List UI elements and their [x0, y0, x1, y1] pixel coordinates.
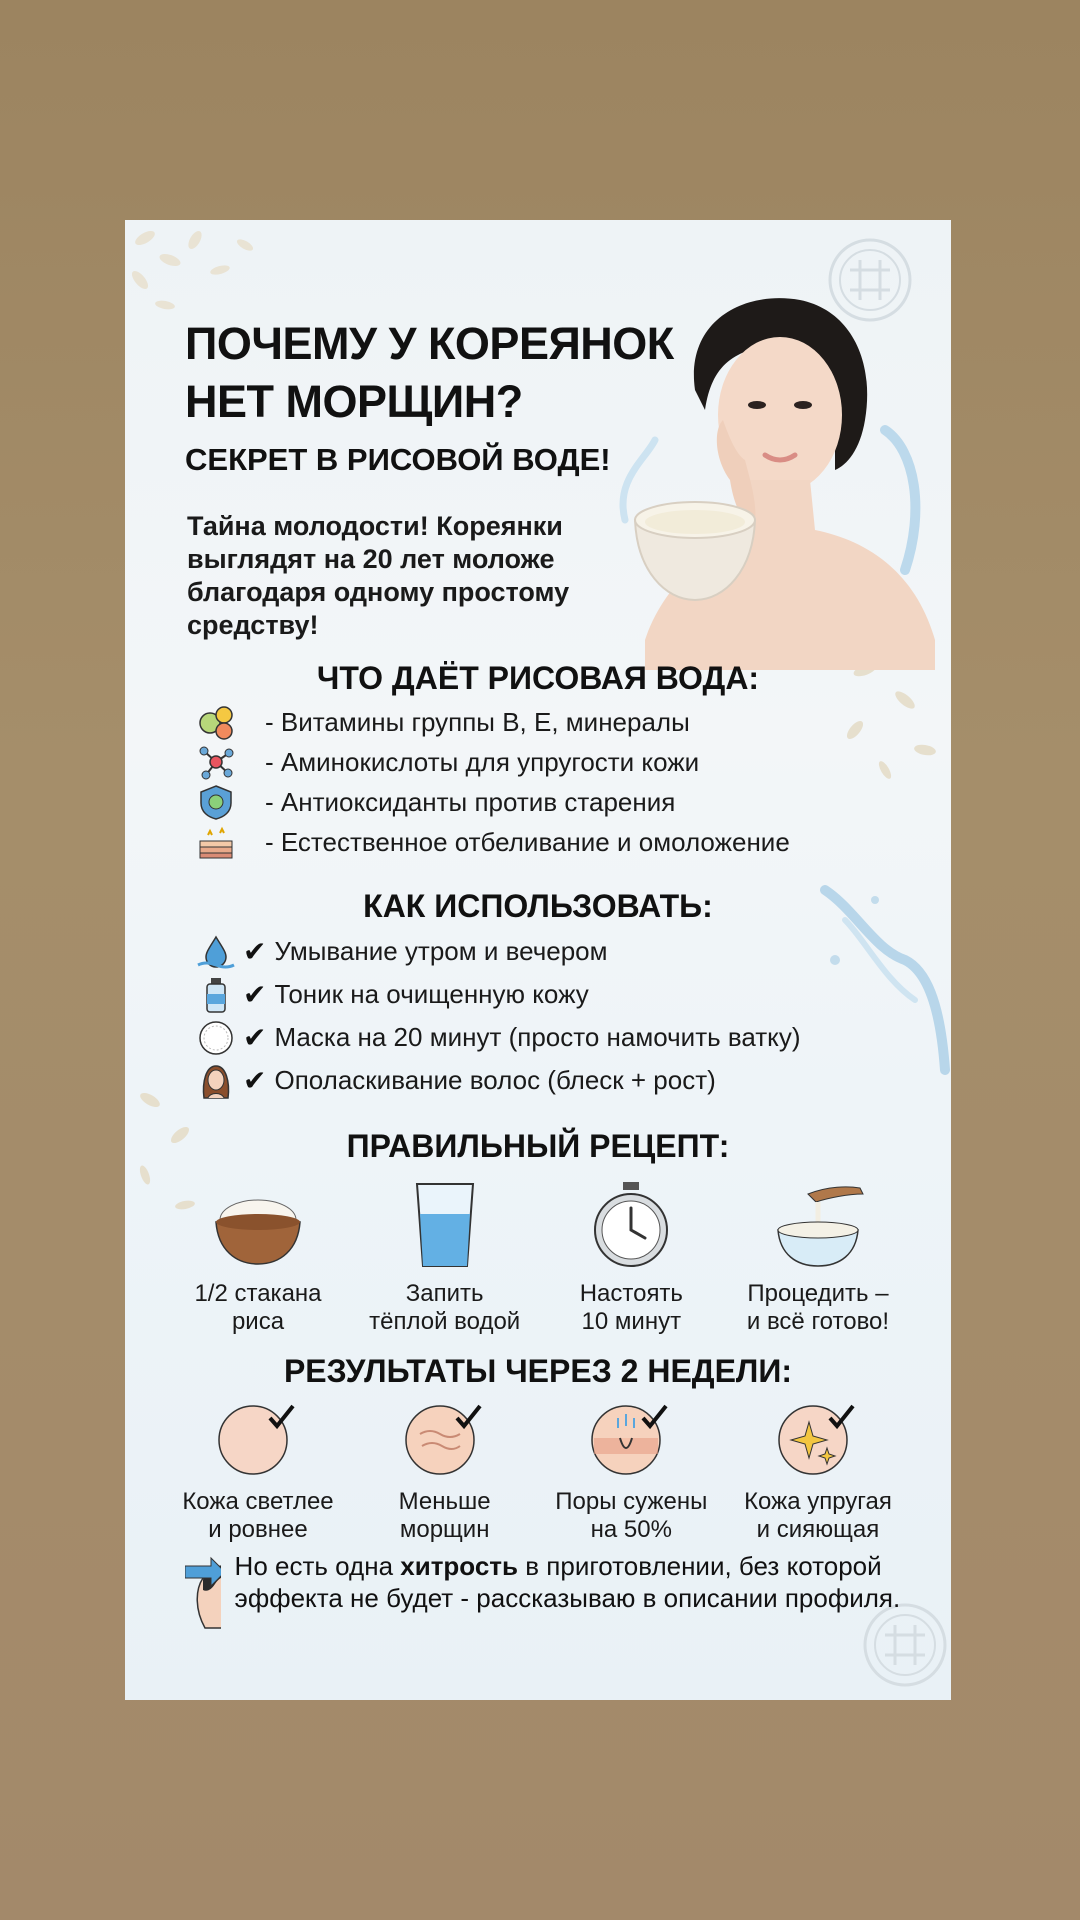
usage-text: Тоник на очищенную кожу	[274, 979, 589, 1009]
results-heading: РЕЗУЛЬТАТЫ ЧЕРЕЗ 2 НЕДЕЛИ:	[283, 1353, 793, 1389]
result-item	[165, 1398, 351, 1544]
recipe-step	[165, 1180, 351, 1336]
headline-line-2: НЕТ МОРЩИН?	[185, 376, 523, 427]
benefit-text: - Антиоксиданты против старения	[265, 786, 676, 817]
sparkle-skin-icon	[775, 1398, 861, 1478]
results-list	[165, 1398, 911, 1544]
benefit-text: - Витамины группы B, E, минералы	[265, 706, 690, 737]
pores-icon	[588, 1398, 674, 1478]
result-item	[538, 1398, 724, 1544]
headline	[185, 315, 745, 431]
list-item	[193, 702, 790, 742]
water-glass-icon	[395, 1180, 495, 1270]
list-item	[193, 782, 790, 822]
usage-text: Ополаскивание волос (блеск + рост)	[274, 1065, 716, 1095]
brighter-skin-icon	[215, 1398, 301, 1478]
subtitle: СЕКРЕТ В РИСОВОЙ ВОДЕ!	[185, 442, 611, 477]
recipe-caption: Настоять 10 минут	[579, 1280, 683, 1335]
footer-bold-word: хитрость	[400, 1551, 519, 1581]
toner-bottle-icon	[193, 976, 239, 1014]
check-icon: ✔	[243, 1022, 267, 1053]
footer-text: Но есть одна хитрость в приготовлении, без которой эффекта не будет - рассказываю в описании профиля.	[234, 1551, 901, 1613]
recipe-caption: Запить тёплой водой	[369, 1280, 521, 1335]
recipe-caption: 1/2 стакана риса	[194, 1280, 322, 1335]
rice-bowl-icon	[208, 1180, 308, 1270]
water-drop-icon	[193, 933, 239, 971]
molecule-icon	[193, 743, 239, 781]
recipe-step	[725, 1180, 911, 1336]
benefits-heading: ЧТО ДАЁТ РИСОВАЯ ВОДА:	[316, 660, 760, 696]
list-item	[193, 1059, 801, 1102]
benefit-text: - Аминокислоты для упругости кожи	[265, 746, 700, 777]
check-icon: ✔	[243, 1065, 267, 1096]
benefit-text: - Естественное отбеливание и омоложение	[265, 826, 790, 857]
recipe-step	[538, 1180, 724, 1336]
list-item	[193, 973, 801, 1016]
rice-grains-decoration	[125, 220, 275, 330]
woman-hair-icon	[193, 1062, 239, 1100]
result-caption: Меньше морщин	[398, 1488, 491, 1543]
list-item	[193, 742, 790, 782]
usage-text: Маска на 20 минут (просто намочить ватку)	[274, 1022, 801, 1052]
usage-text: Умывание утром и вечером	[274, 936, 608, 966]
list-item	[193, 822, 790, 862]
infographic-card	[125, 220, 951, 1700]
usage-heading: КАК ИСПОЛЬЗОВАТЬ:	[363, 888, 713, 924]
shield-icon	[193, 783, 239, 821]
vitamins-icon	[193, 703, 239, 741]
intro-text: Тайна молодости! Кореянки выглядят на 20 лет моложе благодаря одному простому средству!	[187, 511, 570, 640]
stopwatch-icon	[581, 1180, 681, 1270]
pouring-bowl-icon	[768, 1180, 868, 1270]
recipe-step	[352, 1180, 538, 1336]
head-arrow-icon	[185, 1550, 221, 1630]
list-item	[193, 1016, 801, 1059]
benefits-list	[193, 702, 790, 862]
footer-note	[185, 1550, 905, 1630]
recipe-caption: Процедить – и всё готово!	[746, 1280, 890, 1335]
check-icon: ✔	[243, 979, 267, 1010]
cotton-pad-icon	[193, 1019, 239, 1057]
skin-layers-icon	[193, 823, 239, 861]
result-item	[352, 1398, 538, 1544]
result-caption: Кожа упругая и сияющая	[744, 1488, 892, 1543]
recipe-steps	[165, 1180, 911, 1336]
check-icon: ✔	[243, 936, 267, 967]
list-item	[193, 930, 801, 973]
result-caption: Поры сужены на 50%	[555, 1488, 708, 1543]
result-caption: Кожа светлее и ровнее	[182, 1488, 334, 1543]
recipe-heading: ПРАВИЛЬНЫЙ РЕЦЕПТ:	[346, 1128, 730, 1164]
usage-list	[193, 930, 801, 1102]
wrinkles-icon	[402, 1398, 488, 1478]
result-item	[725, 1398, 911, 1544]
headline-line-1: ПОЧЕМУ У КОРЕЯНОК	[185, 318, 674, 369]
